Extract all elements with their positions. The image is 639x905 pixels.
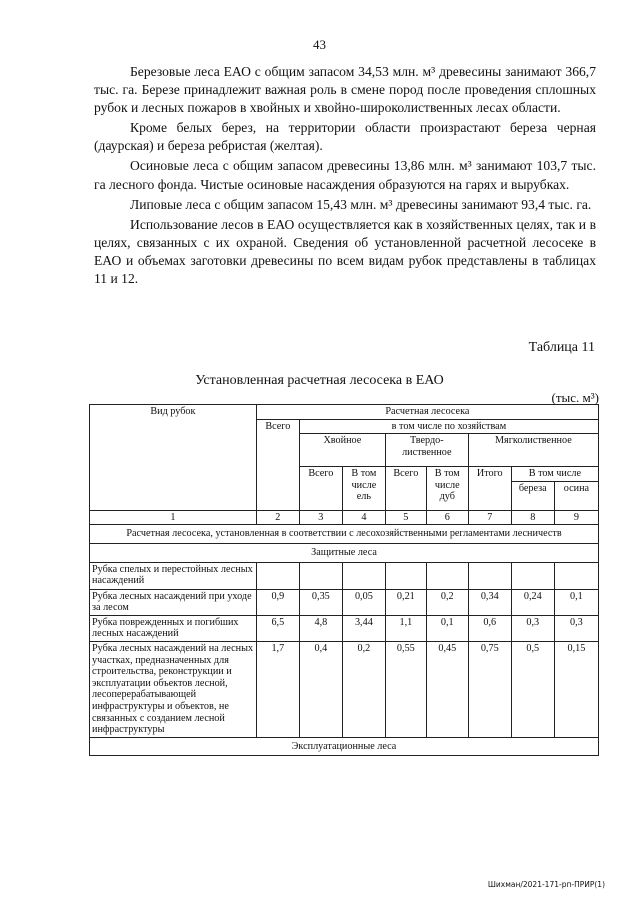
table-row xyxy=(90,589,599,615)
col-number: 6 xyxy=(426,510,468,525)
row-label: Рубка спелых и перестойных лесных насаждений xyxy=(90,562,257,589)
col-number: 4 xyxy=(342,510,385,525)
table-cell: 0,3 xyxy=(554,615,598,641)
section-title: Расчетная лесосека, установленная в соответствии с лесохозяйственными регламентами лесничеств xyxy=(90,525,599,544)
row-label: Рубка поврежденных и погибших лесных насаждений xyxy=(90,615,257,641)
table-cell: 0,6 xyxy=(468,615,511,641)
table-units: (тыс. м³) xyxy=(551,390,599,405)
col-number: 3 xyxy=(299,510,342,525)
paragraph-birch-species: Кроме белых берез, на территории области произрастают береза черная (даурская) и береза ребристая (желтая). xyxy=(94,120,596,154)
table-cell xyxy=(299,562,342,589)
table-title: Установленная расчетная лесосека в ЕАО xyxy=(195,373,444,388)
table-cell: 0,9 xyxy=(256,589,299,615)
table-cell xyxy=(511,562,554,589)
table-cell: 0,4 xyxy=(299,641,342,737)
header-tverdolistvennoe: Твердо-лиственное xyxy=(385,434,468,467)
header-v-tom-chisle: В том числе xyxy=(511,467,598,482)
table-row xyxy=(90,562,599,589)
table-row xyxy=(90,615,599,641)
table-cell: 0,1 xyxy=(426,615,468,641)
header-po-hozyaystvam: в том числе по хозяйствам xyxy=(299,419,598,434)
table-cell: 0,21 xyxy=(385,589,426,615)
subsection-protective-forests: Защитные леса xyxy=(90,543,599,562)
col-number: 9 xyxy=(554,510,598,525)
header-vid-rubok: Вид рубок xyxy=(90,405,257,511)
header-v-tom-chisle-dub: В том числе дуб xyxy=(426,467,468,511)
paragraph-aspen: Осиновые леса с общим запасом древесины 13,86 млн. м³ занимают 103,7 тыс. га лесного фонда. Чистые осиновые насаждения образуются на гарях и вырубках. xyxy=(94,158,596,192)
header-vsego: Всего xyxy=(256,419,299,510)
col-number: 2 xyxy=(256,510,299,525)
col-number: 5 xyxy=(385,510,426,525)
row-label: Рубка лесных насаждений при уходе за лесом xyxy=(90,589,257,615)
table-cell xyxy=(256,562,299,589)
table-cell: 0,05 xyxy=(342,589,385,615)
paragraph-forest-use: Использование лесов в ЕАО осуществляется как в хозяйственных целях, так и в целях, связанных с их охраной. Сведения об установленной расчетной лесосеке в ЕАО и объемах заготовки древесины по всем видам рубок представлены в таблицах 11 и 12. xyxy=(94,216,596,287)
table-cell: 0,34 xyxy=(468,589,511,615)
table-cell xyxy=(554,562,598,589)
table-cell xyxy=(342,562,385,589)
header-osina: осина xyxy=(554,481,598,510)
table-cell: 0,24 xyxy=(511,589,554,615)
header-hvoynoe-vsego: Всего xyxy=(299,467,342,511)
col-number: 7 xyxy=(468,510,511,525)
table-cell: 0,2 xyxy=(426,589,468,615)
header-tverdo-vsego: Всего xyxy=(385,467,426,511)
table-cell: 0,55 xyxy=(385,641,426,737)
table-cell xyxy=(468,562,511,589)
header-raschetnaya: Расчетная лесосека xyxy=(256,405,598,420)
header-v-tom-chisle-el: В том числе ель xyxy=(342,467,385,511)
body-text xyxy=(94,63,596,290)
table-cell: 0,45 xyxy=(426,641,468,737)
header-myagkolistvennoe: Мягколиственное xyxy=(468,434,598,467)
column-numbers-row xyxy=(90,510,599,525)
table-cell: 0,75 xyxy=(468,641,511,737)
table-cell: 4,8 xyxy=(299,615,342,641)
table-cell: 0,1 xyxy=(554,589,598,615)
document-code: Шихман/2021-171-рп-ПРИР(1) xyxy=(487,880,605,889)
table-cell: 1,1 xyxy=(385,615,426,641)
table-cell: 3,44 xyxy=(342,615,385,641)
table-cell: 0,2 xyxy=(342,641,385,737)
table-cell: 0,35 xyxy=(299,589,342,615)
table-cell: 1,7 xyxy=(256,641,299,737)
header-hvoynoe: Хвойное xyxy=(299,434,385,467)
table-row xyxy=(90,641,599,737)
col-number: 8 xyxy=(511,510,554,525)
row-label: Рубка лесных насаждений на лесных участках, предназначенных для строительства, реконструкции и эксплуатации объектов лесной, лесоперерабатывающей инфраструктуры и объектов, не связанных с созданием лесной инфраструктуры xyxy=(90,641,257,737)
table-cell: 0,3 xyxy=(511,615,554,641)
table-cell: 0,15 xyxy=(554,641,598,737)
table-number: Таблица 11 xyxy=(528,340,595,355)
table-cell: 0,5 xyxy=(511,641,554,737)
page-number: 43 xyxy=(313,37,326,52)
paragraph-linden: Липовые леса с общим запасом 15,43 млн. м³ древесины занимают 93,4 тыс. га. xyxy=(130,196,592,212)
header-bereza: береза xyxy=(511,481,554,510)
header-itogo: Итого xyxy=(468,467,511,511)
table-cell: 6,5 xyxy=(256,615,299,641)
subsection-exploitation-forests: Эксплуатационные леса xyxy=(90,737,599,756)
table-cell xyxy=(385,562,426,589)
col-number: 1 xyxy=(90,510,257,525)
paragraph-birch: Березовые леса ЕАО с общим запасом 34,53 млн. м³ древесины занимают 366,7 тыс. га. Березе принадлежит важная роль в смене пород после проведения сплошных рубок и лесных пожаров в хвойных и хвойно-широколиственных лесах области. xyxy=(94,64,596,116)
cutting-area-table xyxy=(89,404,599,756)
table-cell xyxy=(426,562,468,589)
